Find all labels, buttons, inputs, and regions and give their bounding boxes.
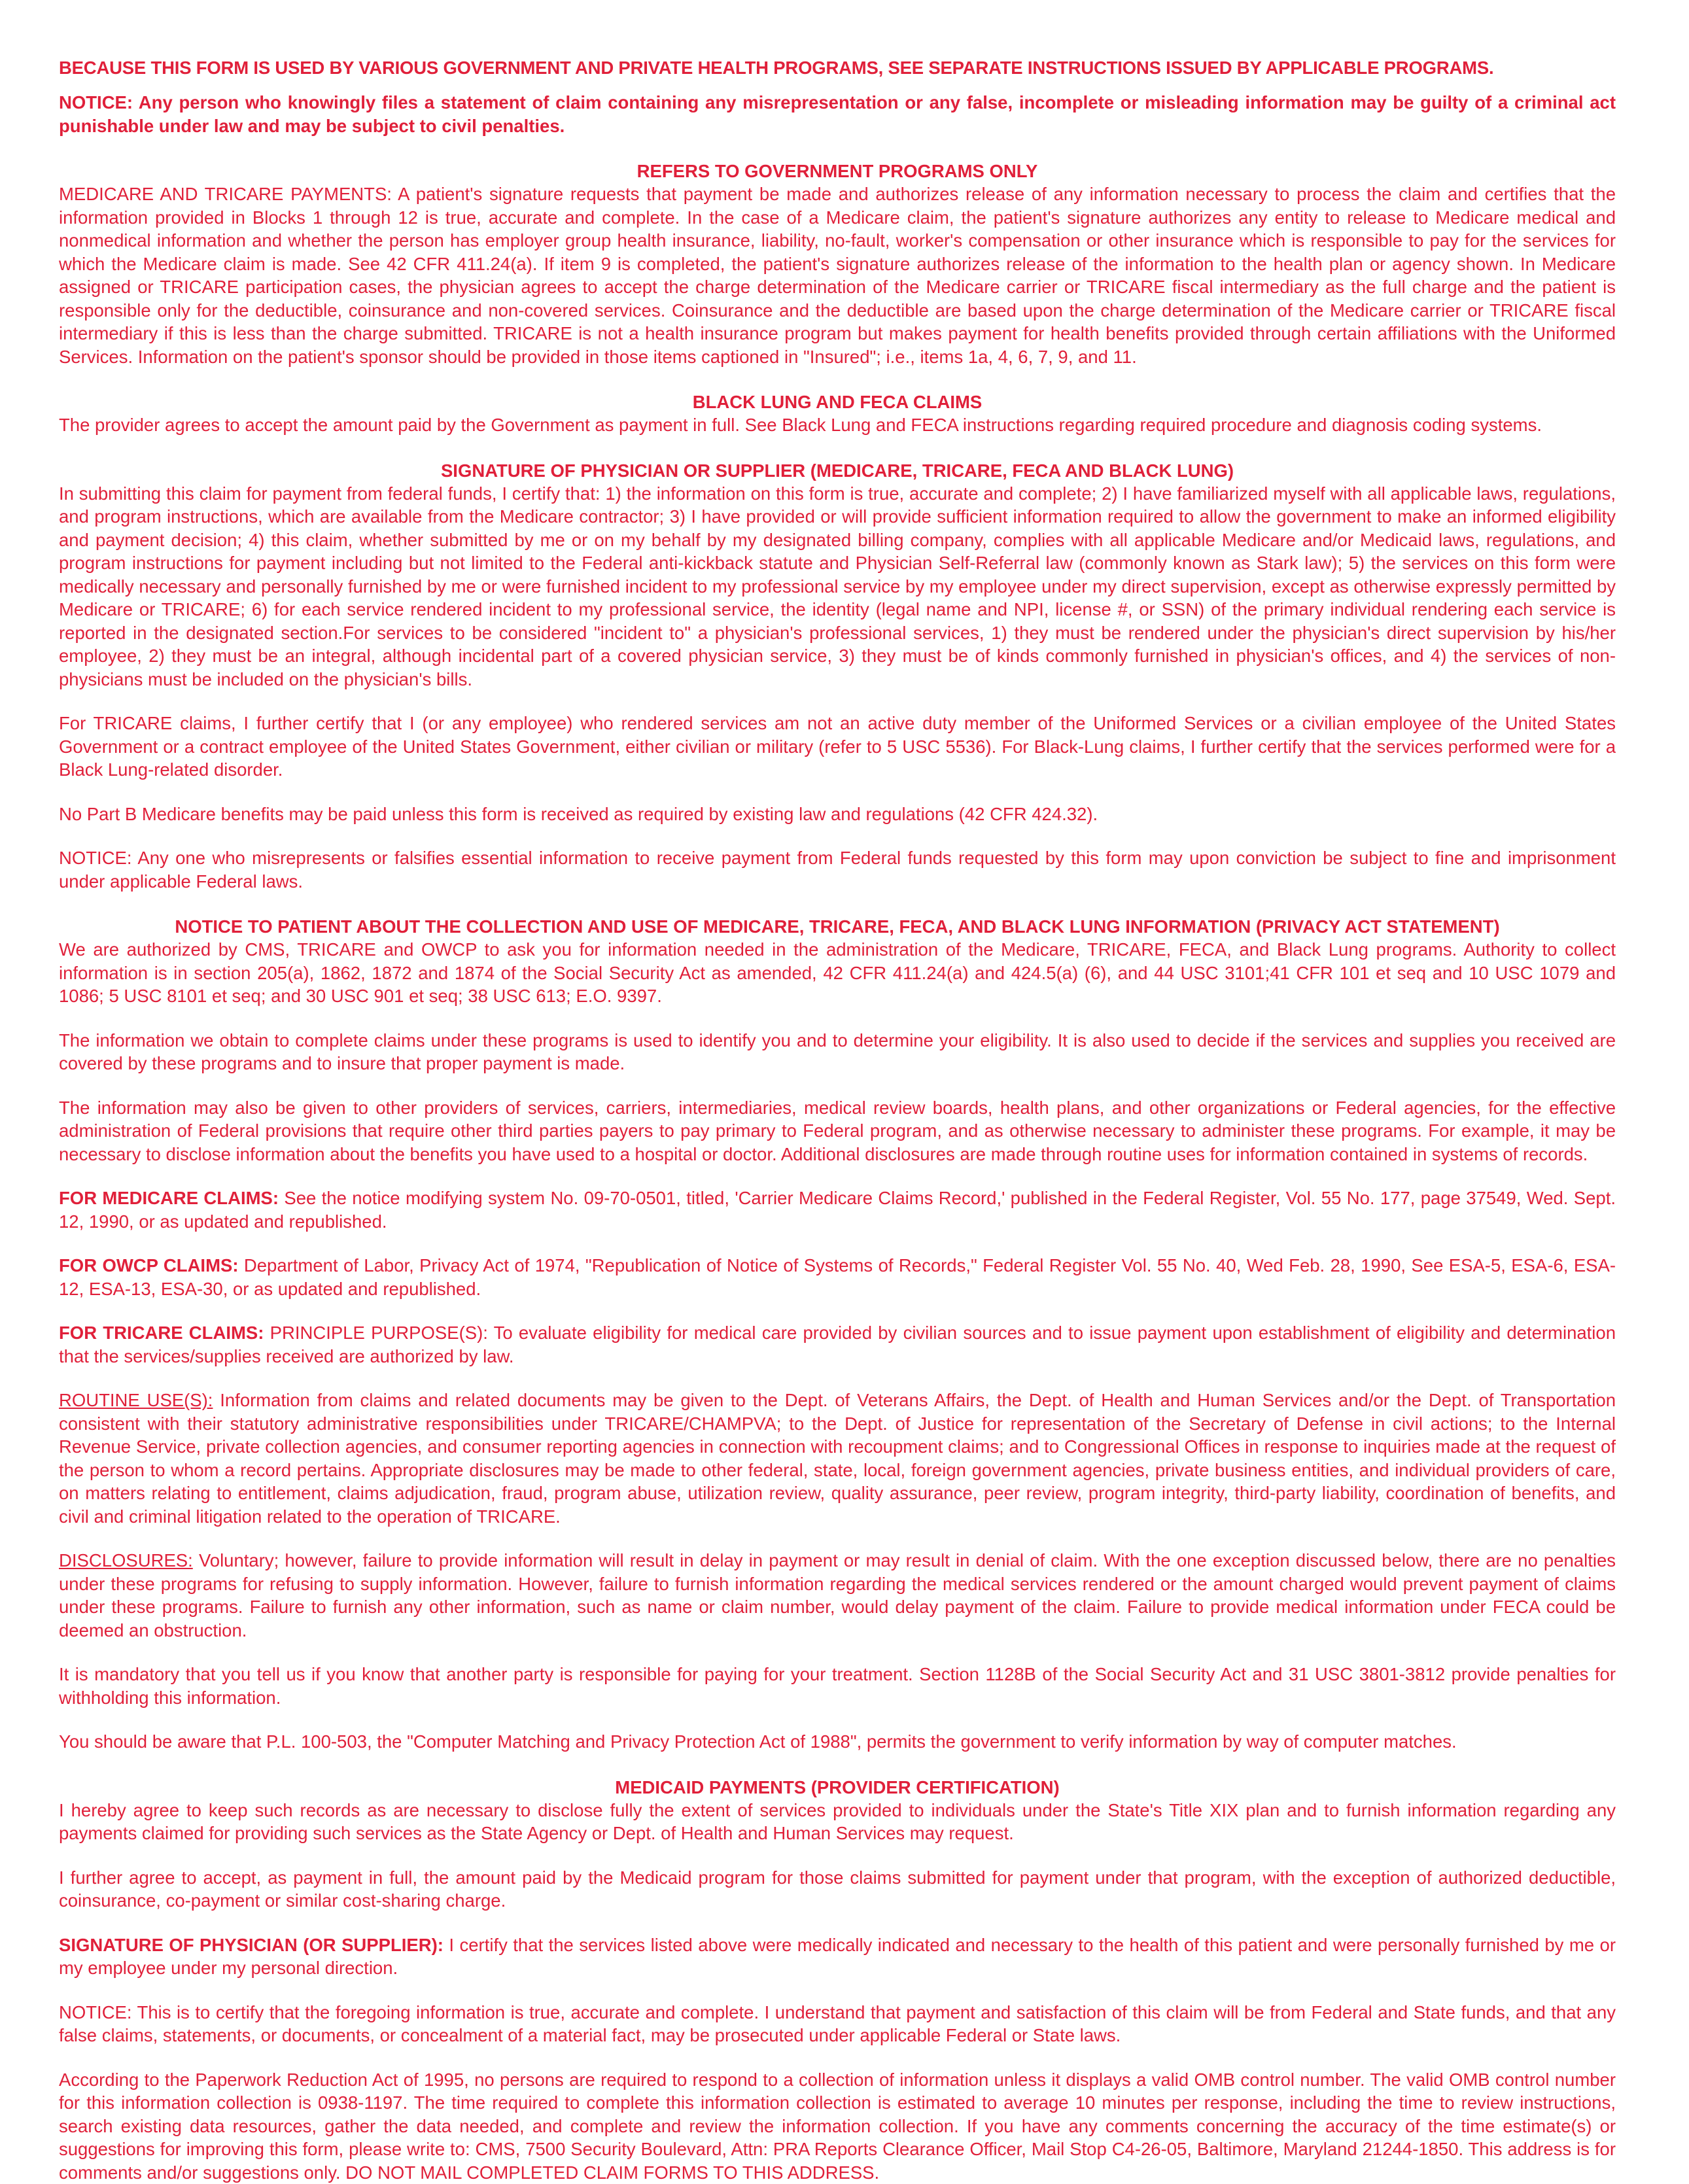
mandatory-notice: It is mandatory that you tell us if you know that another party is responsible for paying for your treatment. Section 1128B of the Social Security Act and 31 USC 3801-3812 provide penalties for withholding this information. xyxy=(59,1663,1616,1709)
privacy-authority-text: We are authorized by CMS, TRICARE and OWCP to ask you for information needed in the administration of the Medicare, TRICARE, FECA, and Black Lung programs. Authority to collect information is in section 205(a), 1862, 1872 and 1874 of the Social Security Act as amended, 42 CFR 411.24(a) and 424.5(a) (6), and 44 USC 3101;41 CFR 101 et seq and 10 USC 1079 and 1086; 5 USC 8101 et seq; and 30 USC 901 et seq; 38 USC 613; E.O. 9397. xyxy=(59,938,1616,1008)
tricare-claims-text: PRINCIPLE PURPOSE(S): To evaluate eligibility for medical care provided by civilian sources and to issue payment upon establishment of eligibility and determination that the services/supplies received are authorized by law. xyxy=(59,1323,1616,1366)
medicaid-signature-paragraph xyxy=(59,1933,1616,1980)
routine-use-label: ROUTINE USE(S): xyxy=(59,1390,213,1410)
computer-matching-notice: You should be aware that P.L. 100-503, the "Computer Matching and Privacy Protection Act of 1988", permits the government to verify information by way of computer matches. xyxy=(59,1730,1616,1754)
gov-programs-text: MEDICARE AND TRICARE PAYMENTS: A patient's signature requests that payment be made and authorizes release of any information necessary to process the claim and certifies that the information provided in Blocks 1 through 12 is true, accurate and complete. In the case of a Medicare claim, the patient's signature authorizes any entity to release to Medicare medical and nonmedical information and whether the person has employer group health insurance, liability, no-fault, worker's compensation or other insurance which is responsible to pay for the services for which the Medicare claim is made. See 42 CFR 411.24(a). If item 9 is completed, the patient's signature authorizes release of the information to the health plan or agency shown. In Medicare assigned or TRICARE participation cases, the physician agrees to accept the charge determination of the Medicare carrier or TRICARE fiscal intermediary as the full charge and the patient is responsible only for the deductible, coinsurance and non-covered services. Coinsurance and the deductible are based upon the charge determination of the Medicare carrier or TRICARE fiscal intermediary if this is less than the charge submitted. TRICARE is not a health insurance program but makes payment for health benefits provided through certain affiliations with the Uniformed Services. Information on the patient's sponsor should be provided in those items captioned in "Insured"; i.e., items 1a, 4, 6, 7, 9, and 11. xyxy=(59,182,1616,368)
gov-programs-heading: REFERS TO GOVERNMENT PROGRAMS ONLY xyxy=(59,160,1616,182)
medicaid-signature-text: I certify that the services listed above were medically indicated and necessary to the health of this patient and were personally furnished by me or my employee under my personal direction. xyxy=(59,1935,1616,1979)
disclosures-text: Voluntary; however, failure to provide information will result in delay in payment or may result in denial of claim. With the one exception discussed below, there are no penalties under these programs for refusing to supply information. However, failure to furnish information regarding the medical services rendered or the amount charged would prevent payment of claims under these programs. Failure to furnish any other information, such as name or claim number, would delay payment of the claim. Failure to provide medical information under FECA could be deemed an obstruction. xyxy=(59,1550,1616,1640)
medicaid-records-text: I hereby agree to keep such records as are necessary to disclose fully the extent of services provided to individuals under the State's Title XIX plan and to furnish information regarding any payments claimed for providing such services as the State Agency or Dept. of Health and Human Services may request. xyxy=(59,1799,1616,1845)
medicaid-heading: MEDICAID PAYMENTS (PROVIDER CERTIFICATION) xyxy=(59,1776,1616,1799)
paperwork-reduction-notice: According to the Paperwork Reduction Act of 1995, no persons are required to respond to a collection of information unless it displays a valid OMB control number. The valid OMB control number for this information collection is 0938-1197. The time required to complete this information collection is estimated to average 10 minutes per response, including the time to review instructions, search existing data resources, gather the data needed, and complete and review the information collection. If you have any comments concerning the accuracy of the time estimate(s) or suggestions for improving this form, please write to: CMS, 7500 Security Boulevard, Attn: PRA Reports Clearance Officer, Mail Stop C4-26-05, Baltimore, Maryland 21244-1850. This address is for comments and/or suggestions only. DO NOT MAIL COMPLETED CLAIM FORMS TO THIS ADDRESS. xyxy=(59,2068,1616,2184)
medicaid-payment-text: I further agree to accept, as payment in full, the amount paid by the Medicaid program for those claims submitted for payment under that program, with the exception of authorized deductible, coinsurance, co-payment or similar cost-sharing charge. xyxy=(59,1866,1616,1913)
programs-notice: BECAUSE THIS FORM IS USED BY VARIOUS GOVERNMENT AND PRIVATE HEALTH PROGRAMS, SEE SEPARATE INSTRUCTIONS ISSUED BY APPLICABLE PROGRAMS. xyxy=(59,56,1616,79)
signature-physician-heading: SIGNATURE OF PHYSICIAN OR SUPPLIER (MEDICARE, TRICARE, FECA AND BLACK LUNG) xyxy=(59,459,1616,482)
tricare-claims-label: FOR TRICARE CLAIMS: xyxy=(59,1323,264,1343)
false-claims-notice: NOTICE: Any person who knowingly files a statement of claim containing any misrepresentation or any false, incomplete or misleading information may be guilty of a criminal act punishable under law and may be subject to civil penalties. xyxy=(59,91,1616,137)
part-b-notice: No Part B Medicare benefits may be paid unless this form is received as required by existing law and regulations (42 CFR 424.32). xyxy=(59,803,1616,826)
disclosures-paragraph xyxy=(59,1549,1616,1642)
tricare-claims-paragraph xyxy=(59,1321,1616,1368)
owcp-claims-label: FOR OWCP CLAIMS: xyxy=(59,1255,238,1275)
routine-use-text: Information from claims and related documents may be given to the Dept. of Veterans Affairs, the Dept. of Health and Human Services and/or the Dept. of Transportation consistent with their statutory administrative responsibilities under TRICARE/CHAMPVA; to the Dept. of Justice for representation of the Secretary of Defense in civil actions; to the Internal Revenue Service, private collection agencies, and consumer reporting agencies in connection with recoupment claims; and to Congressional Offices in response to inquiries made at the request of the person to whom a record pertains. Appropriate disclosures may be made to other federal, state, local, foreign government agencies, private business entities, and individual providers of care, on matters relating to entitlement, claims adjudication, fraud, program abuse, utilization review, quality assurance, peer review, program integrity, third-party liability, coordination of benefits, and civil and criminal litigation related to the operation of TRICARE. xyxy=(59,1390,1616,1527)
owcp-claims-paragraph xyxy=(59,1254,1616,1300)
privacy-disclosure-text: The information may also be given to other providers of services, carriers, intermediaries, medical review boards, health plans, and other organizations or Federal agencies, for the effective administration of Federal provisions that require other third parties payers to pay primary to Federal program, and as otherwise necessary to administer these programs. For example, it may be necessary to disclose information about the benefits you have used to a hospital or doctor. Additional disclosures are made through routine uses for information contained in systems of records. xyxy=(59,1096,1616,1166)
misrepresentation-notice: NOTICE: Any one who misrepresents or falsifies essential information to receive payment from Federal funds requested by this form may upon conviction be subject to fine and imprisonment under applicable Federal laws. xyxy=(59,846,1616,893)
medicaid-signature-label: SIGNATURE OF PHYSICIAN (OR SUPPLIER): xyxy=(59,1935,444,1955)
disclosures-label: DISCLOSURES: xyxy=(59,1550,193,1570)
black-lung-text: The provider agrees to accept the amount paid by the Government as payment in full. See Black Lung and FECA instructions regarding required procedure and diagnosis coding systems. xyxy=(59,413,1616,437)
medicare-claims-text: See the notice modifying system No. 09-70-0501, titled, 'Carrier Medicare Claims Record,' published in the Federal Register, Vol. 55 No. 177, page 37549, Wed. Sept. 12, 1990, or as updated and republished. xyxy=(59,1188,1616,1232)
medicaid-certify-notice: NOTICE: This is to certify that the foregoing information is true, accurate and complete. I understand that payment and satisfaction of this claim will be from Federal and State funds, and that any false claims, statements, or documents, or concealment of a material fact, may be prosecuted under applicable Federal or State laws. xyxy=(59,2001,1616,2047)
medicare-claims-label: FOR MEDICARE CLAIMS: xyxy=(59,1188,279,1208)
claim-form-back-page xyxy=(59,56,1616,2184)
privacy-act-heading: NOTICE TO PATIENT ABOUT THE COLLECTION AND USE OF MEDICARE, TRICARE, FECA, AND BLACK LUNG INFORMATION (PRIVACY ACT STATEMENT) xyxy=(59,915,1616,938)
routine-use-paragraph xyxy=(59,1389,1616,1528)
signature-physician-certification: In submitting this claim for payment from federal funds, I certify that: 1) the information on this form is true, accurate and complete; 2) I have familiarized myself with all applicable laws, regulations, and program instructions, which are available from the Medicare contractor; 3) I have provided or will provide sufficient information required to allow the government to make an informed eligibility and payment decision; 4) this claim, whether submitted by me or on my behalf by my designated billing company, complies with all applicable Medicare and/or Medicaid laws, regulations, and program instructions for payment including but not limited to the Federal anti-kickback statute and Physician Self-Referral law (commonly known as Stark law); 5) the services on this form were medically necessary and personally furnished by me or were furnished incident to my professional service by my employee under my direct supervision, except as otherwise expressly permitted by Medicare or TRICARE; 6) for each service rendered incident to my professional service, the identity (legal name and NPI, license #, or SSN) of the primary individual rendering each service is reported in the designated section.For services to be considered "incident to" a physician's professional services, 1) they must be rendered under the physician's direct supervision by his/her employee, 2) they must be an integral, although incidental part of a covered physician service, 3) they must be of kinds commonly furnished in physician's offices, and 4) the services of non-physicians must be included on the physician's bills. xyxy=(59,482,1616,691)
black-lung-heading: BLACK LUNG AND FECA CLAIMS xyxy=(59,390,1616,413)
medicare-claims-paragraph xyxy=(59,1187,1616,1233)
owcp-claims-text: Department of Labor, Privacy Act of 1974, "Republication of Notice of Systems of Records," Federal Register Vol. 55 No. 40, Wed Feb. 28, 1990, See ESA-5, ESA-6, ESA-12, ESA-13, ESA-30, or as updated and republished. xyxy=(59,1255,1616,1299)
tricare-certification: For TRICARE claims, I further certify that I (or any employee) who rendered services am not an active duty member of the Uniformed Services or a civilian employee of the United States Government or a contract employee of the United States Government, either civilian or military (refer to 5 USC 5536). For Black-Lung claims, I further certify that the services performed were for a Black Lung-related disorder. xyxy=(59,712,1616,782)
privacy-use-text: The information we obtain to complete claims under these programs is used to identify you and to determine your eligibility. It is also used to decide if the services and supplies you received are covered by these programs and to insure that proper payment is made. xyxy=(59,1029,1616,1075)
